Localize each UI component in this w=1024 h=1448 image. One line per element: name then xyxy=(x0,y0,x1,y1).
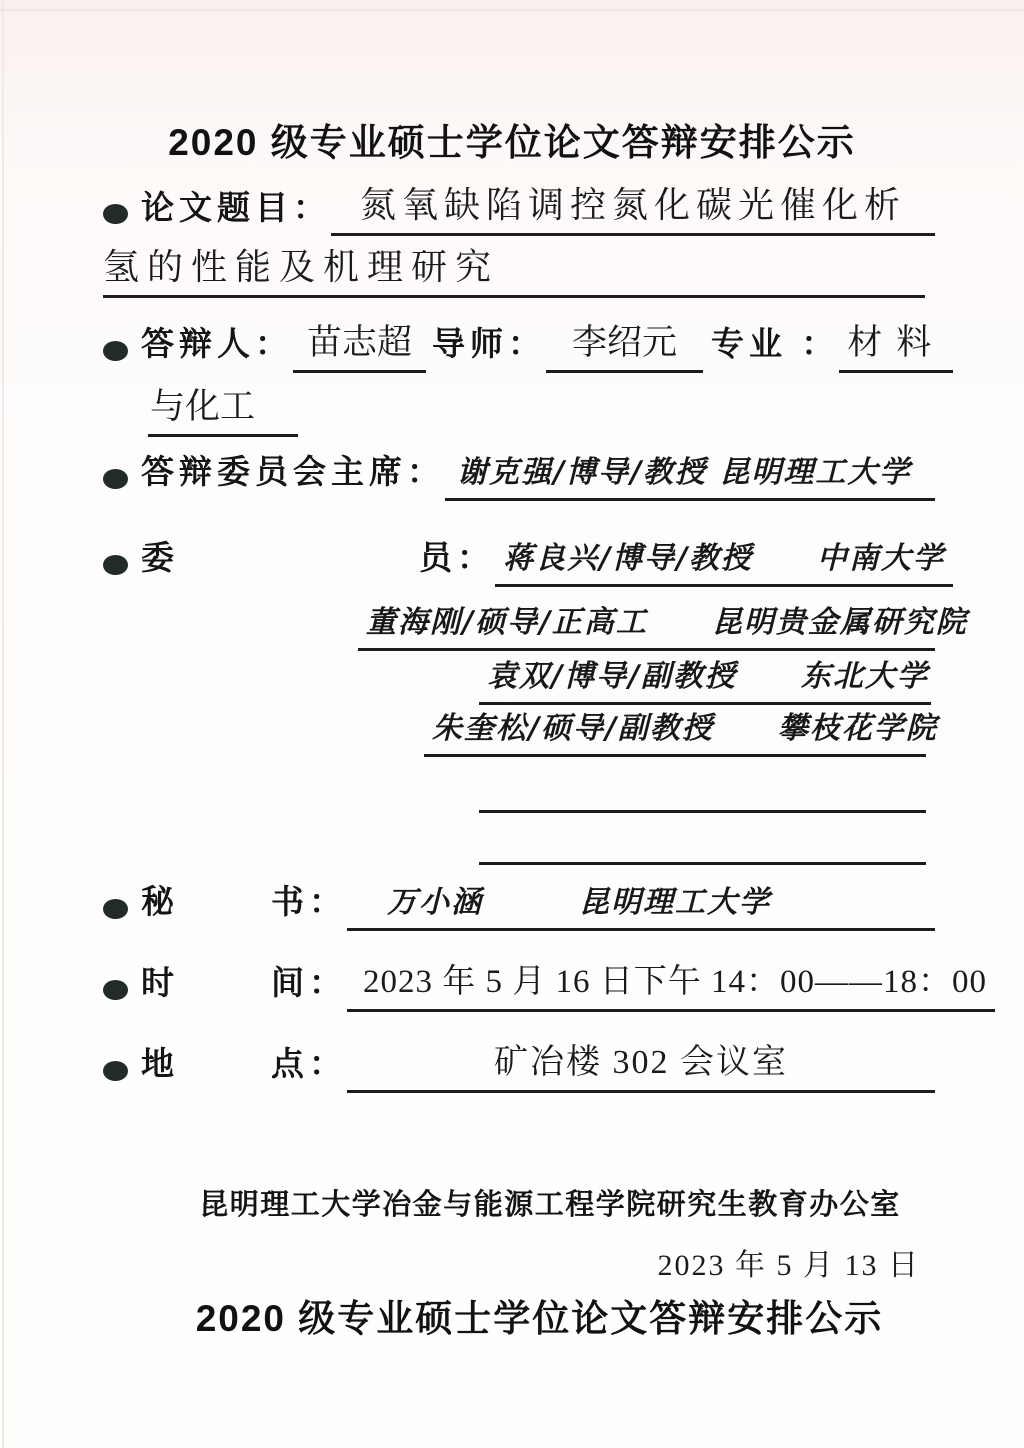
major-label: 专业 ： xyxy=(711,325,840,363)
field-defender-supervisor-major xyxy=(103,322,944,373)
secretary-label-char2: 书： xyxy=(271,883,347,920)
bullet-icon xyxy=(103,899,128,919)
footer-title: 2020 级专业硕士学位论文答辩安排公示 xyxy=(195,1298,884,1339)
thesis-title-label: 论文题目： xyxy=(141,188,331,226)
thesis-title-value-line1: 氮氧缺陷调控氮化碳光催化析 xyxy=(331,184,935,236)
bullet-icon xyxy=(103,204,128,224)
field-location xyxy=(103,1043,935,1093)
chair-label: 答辩委员会主席： xyxy=(141,453,445,490)
field-committee xyxy=(103,538,945,587)
bullet-icon xyxy=(103,1061,128,1081)
footer-date: 2023 年 5 月 13 日 xyxy=(657,1249,920,1282)
bullet-icon xyxy=(103,341,128,361)
location-label-char1: 地 xyxy=(141,1045,179,1083)
field-chair xyxy=(103,452,935,501)
time-label-char1: 时 xyxy=(141,964,179,1001)
field-thesis-title xyxy=(103,184,935,236)
scan-edge-top xyxy=(0,9,1024,11)
field-major-line2 xyxy=(148,386,298,437)
secretary-label-char1: 秘 xyxy=(141,883,179,920)
committee-label-char2: 员： xyxy=(419,539,495,576)
thesis-title-value-line2: 氢的性能及机理研究 xyxy=(103,246,925,298)
defender-label: 答辩人： xyxy=(141,325,293,363)
committee-member: 朱奎松/硕导/副教授 攀枝花学院 xyxy=(424,710,926,757)
bullet-icon xyxy=(103,469,128,489)
field-thesis-title-line2 xyxy=(103,246,925,298)
committee-label-char1: 委 xyxy=(141,539,179,576)
secretary-value: 万小涵 昆明理工大学 xyxy=(347,884,935,931)
defender-value: 苗志超 xyxy=(293,322,426,373)
location-label-char2: 点： xyxy=(271,1045,347,1083)
major-value-line1: 材料 xyxy=(839,322,953,373)
page-title: 2020 级专业硕士学位论文答辩安排公示 xyxy=(168,122,856,163)
location-value: 矿冶楼 302 会议室 xyxy=(347,1043,935,1093)
committee-member: 蒋良兴/博导/教授 中南大学 xyxy=(495,540,953,587)
supervisor-value: 李绍元 xyxy=(546,322,703,373)
time-value: 2023 年 5 月 16 日下午 14：00——18：00 xyxy=(347,963,995,1012)
field-time xyxy=(103,963,987,1012)
bullet-icon xyxy=(103,980,128,1000)
major-value-line2: 与化工 xyxy=(148,386,298,437)
bullet-icon xyxy=(103,555,128,575)
footer-office: 昆明理工大学冶金与能源工程学院研究生教育办公室 xyxy=(199,1189,901,1221)
supervisor-label: 导师： xyxy=(432,325,547,363)
committee-member-blank-line xyxy=(479,772,926,813)
committee-member: 袁双/博导/副教授 东北大学 xyxy=(479,658,931,705)
field-secretary xyxy=(103,882,935,931)
scan-edge-left xyxy=(2,0,4,1448)
chair-value: 谢克强/博导/教授 昆明理工大学 xyxy=(445,454,935,501)
time-label-char2: 间： xyxy=(271,964,347,1001)
committee-member: 董海刚/硕导/正高工 昆明贵金属研究院 xyxy=(358,604,935,651)
committee-member-blank-line xyxy=(479,824,926,865)
